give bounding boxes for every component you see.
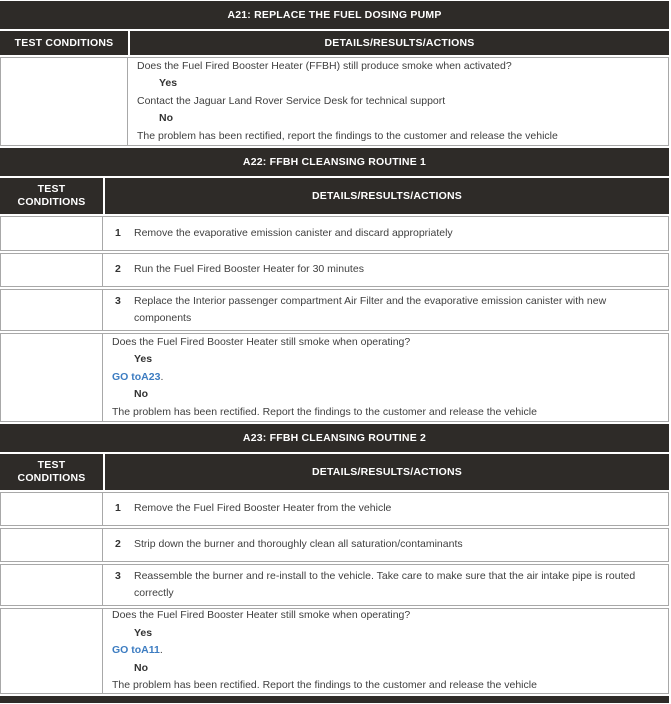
- step-number: 3: [115, 294, 121, 307]
- question-text: Does the Fuel Fired Booster Heater still smoke when operating?: [112, 609, 411, 622]
- next-section-header-partial: [0, 696, 669, 703]
- step-text: Reassemble the burner and re-install to the vehicle. Take care to make sure that the air intake pipe is routed correctly: [134, 569, 636, 599]
- details-results-actions-header: DETAILS/RESULTS/ACTIONS: [105, 178, 669, 214]
- test-conditions-header: TEST CONDITIONS: [0, 31, 128, 55]
- go-to-a11-link[interactable]: GO toA11: [112, 644, 160, 657]
- section-header-a21: A21: REPLACE THE FUEL DOSING PUMP: [0, 1, 669, 29]
- test-conditions-cell: [1, 565, 103, 605]
- test-conditions-header: TEST CONDITIONS: [0, 454, 103, 490]
- step-text: Remove the evaporative emission canister and discard appropriately: [134, 226, 453, 239]
- step-text: Strip down the burner and thoroughly clean all saturation/contaminants: [134, 538, 463, 551]
- no-action-text: The problem has been rectified, report the findings to the customer and release the vehicle: [137, 129, 558, 142]
- step-row: [0, 253, 669, 287]
- column-header-row-a22: [0, 178, 669, 214]
- step-number: 2: [115, 263, 121, 276]
- details-cell: [103, 493, 668, 525]
- details-cell: [103, 254, 668, 286]
- step-number: 1: [115, 502, 121, 515]
- details-cell: [128, 58, 668, 145]
- step-row: [0, 216, 669, 251]
- go-link-line: [103, 369, 654, 387]
- test-conditions-cell: [1, 529, 103, 561]
- step-row: [0, 528, 669, 562]
- column-header-row-a21: [0, 31, 669, 55]
- yes-option-label: Yes: [159, 77, 178, 90]
- procedure-table: [0, 1, 669, 703]
- test-conditions-cell: [1, 58, 128, 145]
- test-conditions-header: TEST CONDITIONS: [0, 178, 103, 214]
- step-number: 2: [115, 538, 121, 551]
- test-conditions-cell: [1, 217, 103, 250]
- no-action-text: The problem has been rectified. Report the findings to the customer and release the vehicle: [112, 679, 537, 692]
- question-row: [0, 333, 669, 422]
- question-text: Does the Fuel Fired Booster Heater (FFBH) still produce smoke when activated?: [137, 59, 512, 72]
- link-suffix: .: [160, 370, 164, 383]
- yes-option-label: Yes: [134, 626, 153, 639]
- test-conditions-cell: [1, 334, 103, 421]
- details-results-actions-header: DETAILS/RESULTS/ACTIONS: [105, 454, 669, 490]
- step-row: [0, 289, 669, 331]
- step-row: [0, 564, 669, 606]
- section-header-a23: A23: FFBH CLEANSING ROUTINE 2: [0, 424, 669, 452]
- details-cell: [103, 609, 668, 693]
- details-results-actions-header: DETAILS/RESULTS/ACTIONS: [130, 31, 669, 55]
- details-cell: [103, 290, 668, 330]
- step-row: [0, 492, 669, 526]
- no-option-label: No: [134, 388, 148, 401]
- column-header-row-a23: [0, 454, 669, 490]
- details-cell: [103, 217, 668, 250]
- test-conditions-cell: [1, 493, 103, 525]
- step-text: Run the Fuel Fired Booster Heater for 30 minutes: [134, 263, 364, 276]
- test-conditions-cell: [1, 609, 103, 693]
- no-option-label: No: [134, 661, 148, 674]
- question-row: [0, 608, 669, 694]
- link-suffix: .: [159, 644, 163, 657]
- step-number: 3: [115, 569, 121, 582]
- step-text: Remove the Fuel Fired Booster Heater from the vehicle: [134, 502, 392, 515]
- go-link-line: [103, 642, 654, 660]
- yes-option-label: Yes: [134, 353, 153, 366]
- test-conditions-cell: [1, 254, 103, 286]
- details-cell: [103, 529, 668, 561]
- no-action-text: The problem has been rectified. Report the findings to the customer and release the vehicle: [112, 405, 537, 418]
- question-row: [0, 57, 669, 146]
- details-cell: [103, 565, 668, 605]
- test-conditions-cell: [1, 290, 103, 330]
- question-text: Does the Fuel Fired Booster Heater still smoke when operating?: [112, 335, 411, 348]
- step-number: 1: [115, 226, 121, 239]
- go-to-a23-link[interactable]: GO toA23: [112, 370, 161, 383]
- section-header-a22: A22: FFBH CLEANSING ROUTINE 1: [0, 148, 669, 176]
- step-text: Replace the Interior passenger compartment Air Filter and the evaporative emission canister with new components: [134, 294, 607, 324]
- no-option-label: No: [159, 112, 173, 125]
- details-cell: [103, 334, 668, 421]
- yes-action-text: Contact the Jaguar Land Rover Service Desk for technical support: [137, 94, 446, 107]
